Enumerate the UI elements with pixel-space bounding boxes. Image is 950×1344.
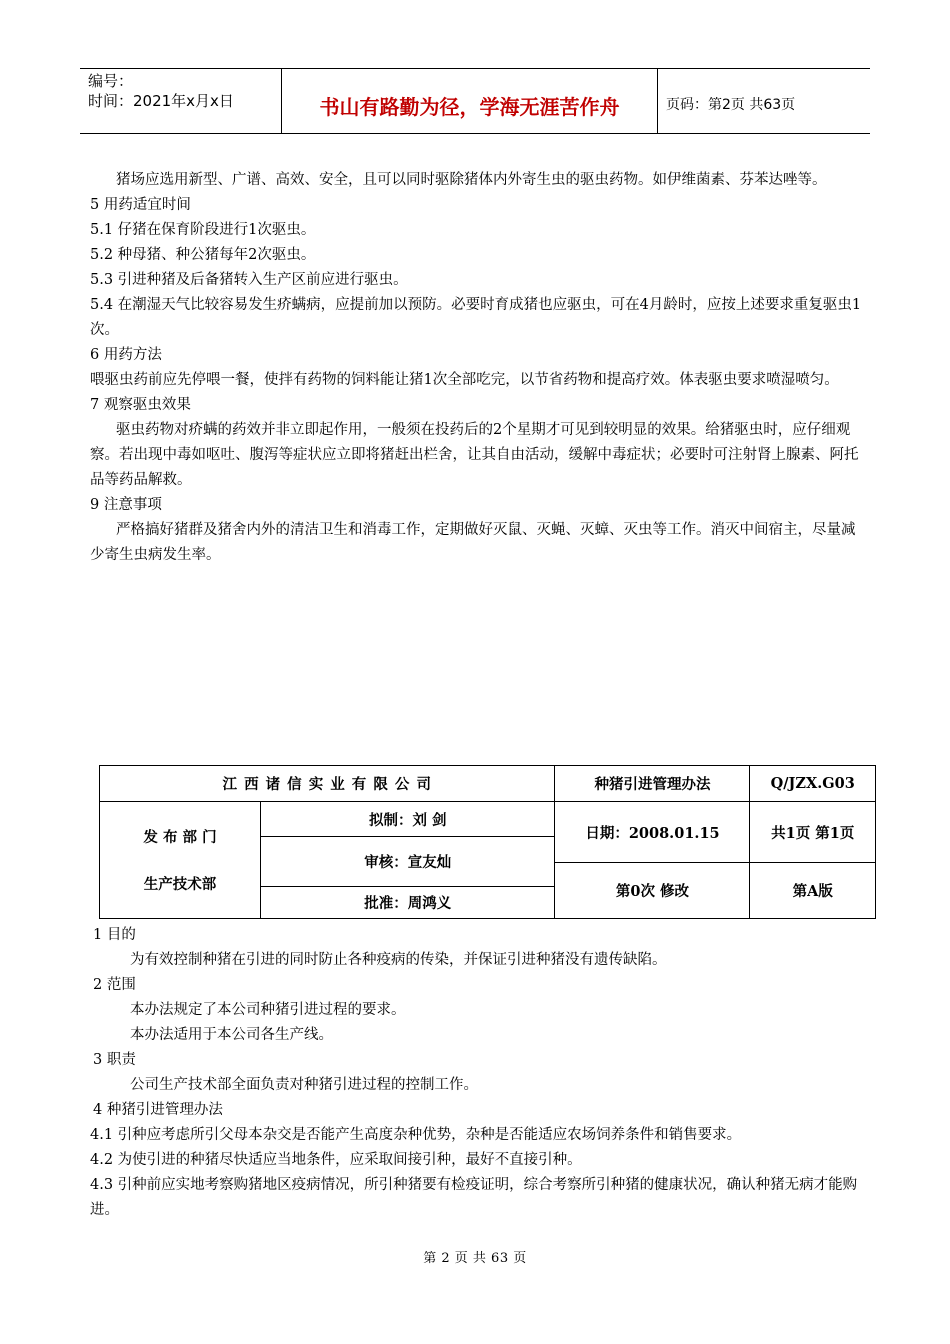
paragraph: 公司生产技术部全面负责对种猪引进过程的控制工作。	[130, 1077, 478, 1093]
page-footer: 第 2 页 共 63 页	[423, 1251, 527, 1266]
paragraph: 5.3 引进种猪及后备猪转入生产区前应进行驱虫。	[90, 272, 408, 288]
paragraph: 本办法规定了本公司种猪引进过程的要求。	[130, 1002, 406, 1018]
header-left-cell	[80, 69, 282, 133]
header-page-info: 页码：第2页 共63页	[666, 97, 796, 113]
doc-number-label: 编号：	[88, 72, 134, 90]
drafted-by: 拟制：刘 剑	[261, 802, 555, 837]
approved-by: 批准：周鸿义	[261, 887, 555, 919]
doc-code: Q/JZX.G03	[750, 766, 876, 802]
paragraph: 5.4 在潮湿天气比较容易发生疥螨病，应提前加以预防。必要时育成猪也应驱虫，可在4月龄时，应按上述要求重复驱虫1次。	[90, 297, 862, 338]
revision-no: 第0次 修改	[555, 863, 750, 919]
bottom-text-section	[90, 923, 862, 1223]
paragraph: 4 种猪引进管理办法	[93, 1102, 223, 1118]
page-header	[80, 68, 870, 134]
paragraph: 1 目的	[93, 927, 136, 943]
header-motto: 书山有路勤为径，学海无涯苦作舟	[282, 69, 658, 133]
paragraph: 4.2 为使引进的种猪尽快适应当地条件，应采取间接引种，最好不直接引种。	[90, 1152, 582, 1168]
paragraph: 4.3 引种前应实地考察购猪地区疫病情况，所引种猪要有检疫证明，综合考察所引种猪的健康状况，确认种猪无病才能购进。	[90, 1177, 858, 1218]
top-text-section	[90, 168, 862, 568]
paragraph: 3 职责	[93, 1052, 136, 1068]
time-label: 时间：2021年x月x日	[88, 92, 234, 110]
paragraph: 2 范围	[93, 977, 136, 993]
dept-cell	[100, 802, 261, 919]
paragraph: 6 用药方法	[90, 347, 162, 363]
page-count: 共1页 第1页	[750, 802, 876, 863]
issue-date: 日期：2008.01.15	[555, 802, 750, 863]
reviewed-by: 审核：宣友灿	[261, 837, 555, 887]
paragraph: 5.1 仔猪在保育阶段进行1次驱虫。	[90, 222, 316, 238]
document-control-table	[99, 765, 876, 919]
doc-title: 种猪引进管理办法	[555, 766, 750, 802]
version-no: 第A版	[750, 863, 876, 919]
paragraph: 4.1 引种应考虑所引父母本杂交是否能产生高度杂种优势，杂种是否能适应农场饲养条件和销售要求。	[90, 1127, 742, 1143]
paragraph: 猪场应选用新型、广谱、高效、安全，且可以同时驱除猪体内外寄生虫的驱虫药物。如伊维菌素、芬苯达唑等。	[116, 172, 827, 188]
paragraph: 喂驱虫药前应先停喂一餐，使拌有药物的饲料能让猪1次全部吃完，以节省药物和提高疗效。体表驱虫要求喷湿喷匀。	[90, 372, 839, 388]
company-name: 江 西 诸 信 实 业 有 限 公 司	[100, 766, 555, 802]
paragraph: 5.2 种母猪、种公猪每年2次驱虫。	[90, 247, 316, 263]
paragraph: 7 观察驱虫效果	[90, 397, 191, 413]
dept-name: 生产技术部	[143, 876, 217, 893]
paragraph: 本办法适用于本公司各生产线。	[130, 1027, 333, 1043]
paragraph: 为有效控制种猪在引进的同时防止各种疫病的传染，并保证引进种猪没有遗传缺陷。	[130, 952, 667, 968]
paragraph: 严格搞好猪群及猪舍内外的清洁卫生和消毒工作，定期做好灭鼠、灭蝇、灭蟑、灭虫等工作。消灭中间宿主，尽量减少寄生虫病发生率。	[90, 522, 856, 563]
dept-label: 发 布 部 门	[143, 829, 217, 846]
paragraph: 驱虫药物对疥螨的药效并非立即起作用，一般须在投药后的2个星期才可见到较明显的效果。给猪驱虫时，应仔细观察。若出现中毒如呕吐、腹泻等症状应立即将猪赶出栏舍，让其自由活动，缓解中毒症状；必要时可注射肾上腺素、阿托品等药品解救。	[90, 422, 859, 488]
paragraph: 5 用药适宜时间	[90, 197, 191, 213]
paragraph: 9 注意事项	[90, 497, 162, 513]
